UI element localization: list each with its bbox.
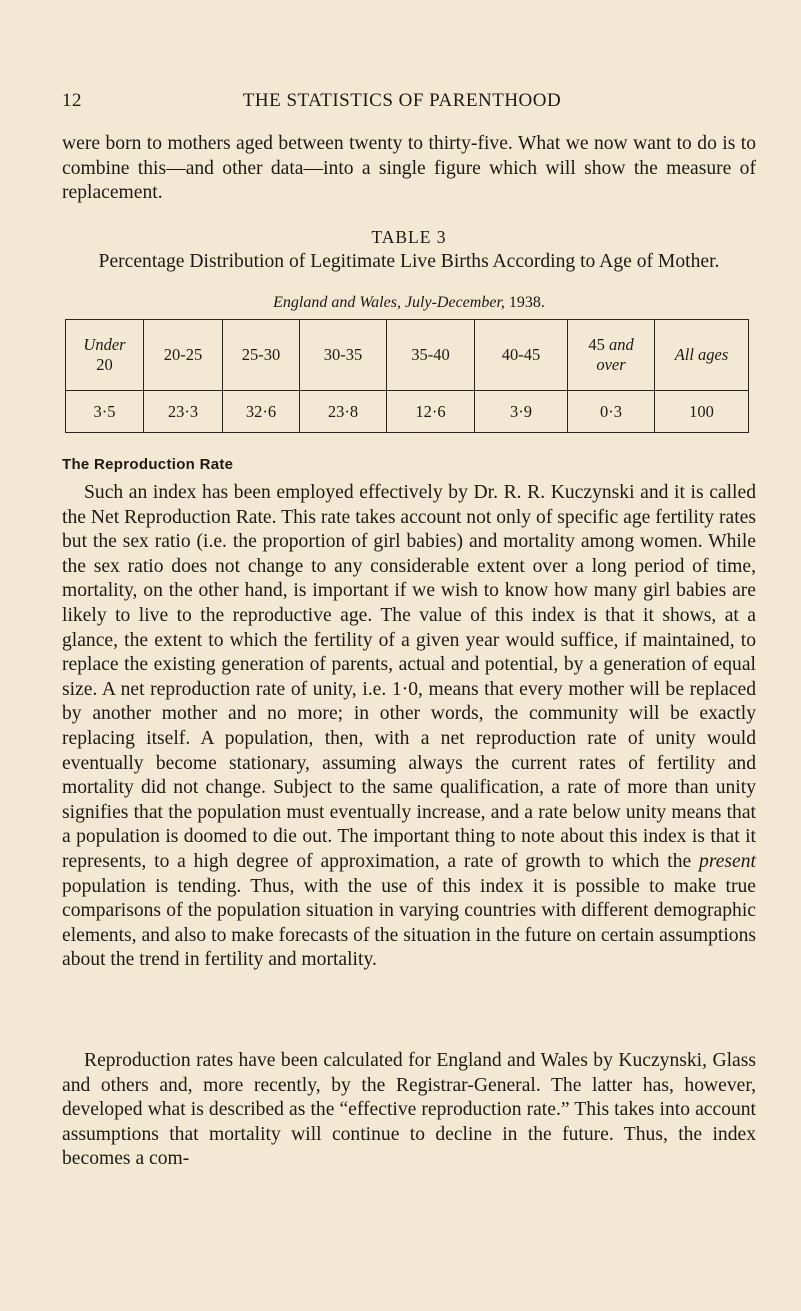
table-source-year: 1938. bbox=[508, 294, 545, 311]
col-header-45-and-over: 45 and over bbox=[568, 320, 655, 391]
body-paragraph-1: Such an index has been employed effectively by Dr. R. R. Kuczynski and it is called the Net Reproduction Rate. This rate takes account not only of specific age fertility rates but the sex ratio (i.e. the proportion of girl babies) and mortality among women. While the sex ratio does not change to any considerable extent over a long period of time, mortality, on the other hand, is important if we wish to know how many girl babies are likely to live to the reproductive age. The value of this index is that it shows, at a glance, the extent to which the fertility of a given year would suffice, if maintained, to replace the existing generation of parents, actual and potential, by a generation of equal size. A net reproduction rate of unity, i.e. 1·0, means that every mother will be replaced by another mother and no more; in other words, the community will be exactly replacing itself. A population, then, with a net reproduction rate of unity would eventually become stationary, assuming always the current rates of fertility and mortality did not change. Subject to the same qualification, a rate of more than unity signifies that the population must eventually increase, and a rate below unity means that a population is doomed to die out. The important thing to note about this index is that it represents, to a high degree of approximation, a rate of growth to which the present population is tending. Thus, with the use of this index it is possible to make true comparisons of the population situation in varying countries with different demographic elements, and also to make forecasts of the situation in the future on certain assumptions about the trend in fertility and mortality. bbox=[62, 482, 756, 971]
table-cell: 23·3 bbox=[144, 391, 223, 433]
table-cell: 3·5 bbox=[66, 391, 144, 433]
table-label: TABLE 3 bbox=[371, 227, 447, 247]
col-header-30-35: 30-35 bbox=[300, 320, 387, 391]
table-value-row bbox=[66, 391, 749, 433]
body-paragraph-2: Reproduction rates have been calculated for England and Wales by Kuczynski, Glass and others and, more recently, by the Registrar-General. The latter has, however, developed what is described as the “effective reproduction rate.” This takes into account assumptions that mortality will continue to decline in the future. Thus, the index becomes a com- bbox=[62, 1050, 756, 1170]
emphasis-present: present bbox=[699, 850, 756, 872]
intro-paragraph: were born to mothers aged between twenty to thirty-five. What we now want to do is to combine this—and other data—into a single figure which will show the measure of replacement. bbox=[62, 133, 756, 204]
table-header-row bbox=[66, 320, 749, 391]
running-title: THE STATISTICS OF PARENTHOOD bbox=[242, 90, 562, 111]
page-number: 12 bbox=[62, 90, 82, 111]
col-header-25-30: 25-30 bbox=[223, 320, 300, 391]
table-cell: 100 bbox=[655, 391, 749, 433]
table-cell: 0·3 bbox=[568, 391, 655, 433]
section-heading: The Reproduction Rate bbox=[62, 456, 234, 473]
col-header-40-45: 40-45 bbox=[475, 320, 568, 391]
col-header-20-25: 20-25 bbox=[144, 320, 223, 391]
table-source-place: England and Wales, July-December, bbox=[273, 294, 505, 311]
col-header-all-ages: All ages bbox=[655, 320, 749, 391]
col-header-35-40: 35-40 bbox=[387, 320, 475, 391]
table-cell: 3·9 bbox=[475, 391, 568, 433]
birth-distribution-table bbox=[65, 319, 749, 433]
table-cell: 23·8 bbox=[300, 391, 387, 433]
table-source bbox=[62, 294, 756, 312]
table-cell: 12·6 bbox=[387, 391, 475, 433]
table-cell: 32·6 bbox=[223, 391, 300, 433]
table-caption: Percentage Distribution of Legitimate Live Births According to Age of Mother. bbox=[98, 251, 720, 272]
col-header-under-20: Under 20 bbox=[66, 320, 144, 391]
